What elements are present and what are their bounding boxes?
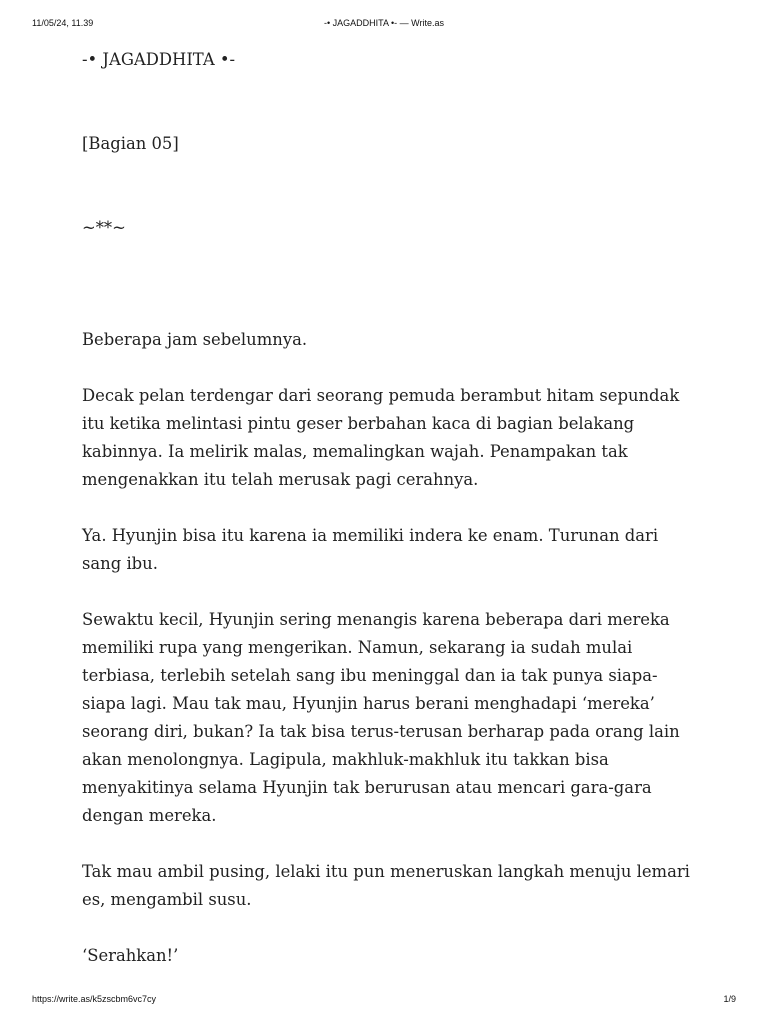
print-datetime: 11/05/24, 11.39 (32, 18, 94, 28)
article-title: -• JAGADDHITA •- (82, 50, 236, 69)
print-page-title: -• JAGADDHITA •- — Write.as (324, 18, 444, 28)
section-separator: ~**~ (82, 218, 126, 237)
paragraph: Decak pelan terdengar dari seorang pemuda berambut hitam sepundak itu ketika melintasi pintu geser berbahan kaca di bagian belakang kabinnya. Ia melirik malas, memalingkan wajah. Penampakan tak mengenakkan itu telah merusak pagi cerahnya. (82, 386, 680, 489)
page-number: 1/9 (723, 994, 736, 1004)
print-header (0, 18, 768, 32)
paragraph: Tak mau ambil pusing, lelaki itu pun meneruskan langkah menuju lemari es, mengambil susu. (82, 862, 690, 909)
paragraph: Ya. Hyunjin bisa itu karena ia memiliki indera ke enam. Turunan dari sang ibu. (82, 526, 659, 573)
paragraph: ‘Serahkan!’ (82, 946, 179, 965)
paragraph: Beberapa jam sebelumnya. (82, 330, 308, 349)
chapter-heading: [Bagian 05] (82, 134, 179, 153)
page-url-link[interactable]: https://write.as/k5zscbm6vc7cy (32, 994, 157, 1004)
print-footer (0, 994, 768, 1008)
paragraph: Sewaktu kecil, Hyunjin sering menangis karena beberapa dari mereka memiliki rupa yang mengerikan. Namun, sekarang ia sudah mulai terbiasa, terlebih setelah sang ibu meninggal dan ia tak punya siapa-siapa lagi. Mau tak mau, Hyunjin harus berani menghadapi ‘mereka’ seorang diri, bukan? Ia tak bisa terus-terusan berharap pada orang lain akan menolongnya. Lagipula, makhluk-makhluk itu takkan bisa menyakitinya selama Hyunjin tak berurusan atau mencari gara-gara dengan mereka. (82, 610, 680, 825)
article-body (82, 46, 692, 998)
